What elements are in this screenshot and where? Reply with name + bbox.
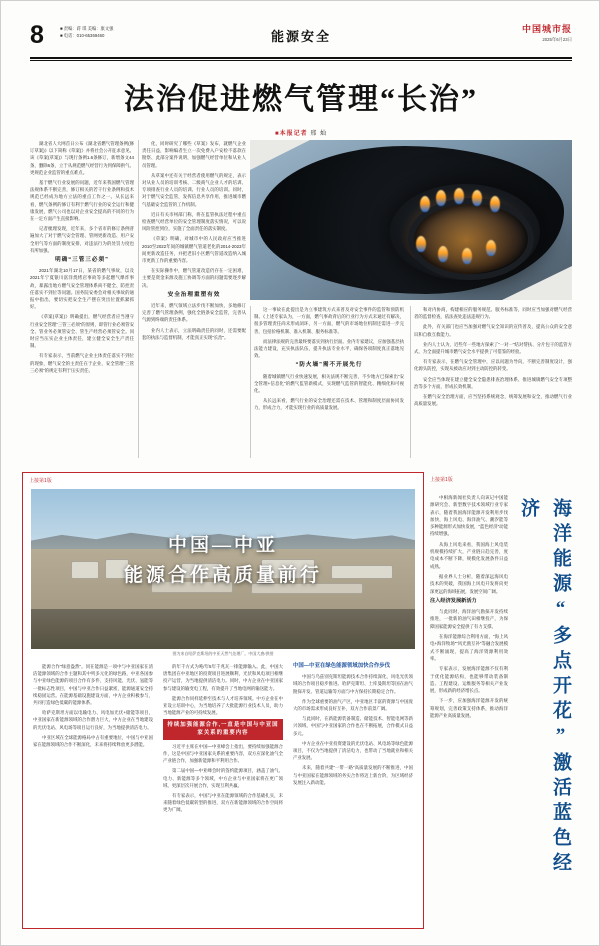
paragraph: 近年来，燃气领域立法步伐不断加快，多地修订完善了燃气管理条例，强化全链条安全监管，完善从气源到终端的责任体系。 [142,303,246,323]
paragraph: 下一步，应加强海洋能源开发的统筹规划，完善政策支持体系，推动海洋能源产业高质量发展。 [430,698,508,719]
paragraph: 湖北省人大网首日公布《湖北省燃气管理条例(修订草案)》以下简称《草案)》并将社会公开征求意见。该《草案(草案)》与现行条例1.6条修订，新增条文44条，删除6条，立于从规范燃气经营行为到保障供气、更规范企业监管的重点难点。 [30,141,134,175]
lead-column-3 [254,306,404,415]
flame-8 [462,248,472,264]
subheading: 注入经济发展新活力 [430,597,477,604]
paragraph: 的年千方式为吨/年5年千兆瓦一排能源输入。此，中国大唐集团在中亚地区的投资项目进展顺利，光伏和风电项目相继投产运营，为当地提供清洁电力。同时，中方企业在中亚国家参与建设的输变电工程，有效提升了当地电网的输送能力。 [163,664,283,691]
feature-vertical-title: 海洋能源“多点开花”激活蓝色经济 [518,498,571,877]
byline-tag: ■本报记者 [275,131,308,137]
photo-foreground-road [31,609,415,649]
column-divider-3 [410,306,411,458]
paragraph: 业内人士认为，近些年一些地方探索了“一对一”结对帮扶、分片包干的监管方式，为全面提升城市燃气安全水平提供了可借鉴的经验。 [414,341,572,355]
paragraph: 在实际操作中，燃气管道改造仍存在一定困难，主要是资金来源及施工协调等方面的问题需要逐步解决。 [142,268,246,288]
paragraph: 2021年湖北10月17日，某省的燃气事故，以及2021年宁夏银川富洋烧烤店事故等多起燃气爆炸事故，暴露出地方燃气安全管理体系尚不健全、防控责任落实不到位等问题。国务院安委会对相关事故的通报中指出，要切实把安全生产摆在突出位置抓紧抓好。 [30,268,134,310]
paragraph: 从长远来看，燃气行业的安全治理还需在技术、管理和制度层面协同发力，形成合力，才能实现行业的高质量发展。 [254,398,404,411]
masthead-rule-thick [30,57,572,59]
flame-5 [490,196,500,212]
lead-photo-gas-flame [250,140,572,300]
flame-2 [436,190,446,206]
feature-china-central-asia [22,472,424,929]
feature-photo-gas-plant [31,489,415,649]
pull-quote-bar: 持续加强能源合作,一直是中国与中亚国家关系的重要内容 [163,719,283,739]
feature-photo-caption: 图为来自哈萨克斯坦的中亚天然气处理厂。中国大唐/供图 [172,651,274,656]
flame-3 [454,188,464,204]
paragraph: 能源合作“绿意盎然”。同在能源是一项中与中亚国家在清洁能源领域的合作主题和其中列多元化的绿色路，中亚各国参与中亚绿色能源的项目合作有多件，支持风能、光伏、氢能等一批标志性项目，中国与中亚合作日益紧密，能源通道安全持续稳固运营。在能源基础设施建设方面，中方企业积极参与，共同打造绿色低碳的能源体系。 [33,664,153,706]
column-divider-2 [250,306,251,458]
paragraph: 从草案中还有关于经营者使用燃气的规定，表示对从业人员的培训考核、二级商气企业人才的培训、专项排查行业人员的培训、行业人员的培训。同时，对于燃气安全监管，发挥信息共享作用，推进城市燃气基础安全监管的工作机制。 [142,172,246,207]
flame-9 [486,240,496,256]
feature-right-column [430,494,508,722]
paragraph: 近日有关市州部门称，将在监管执法过程中重点检查燃气经营单位的安全管理制度落实情况，可以说风险管控到位，实施了全面责任的落实制度。 [142,211,246,232]
paragraph: 记者梳理发现，近年来，多个省市的修订条例普遍加大了对于燃气安全管理、管网更新改造、用户安全用气等方面的制度安排，对违法行为的处罚力度也有所加强。 [30,226,134,253]
continued-from-flag: 上接第1版 [29,478,52,484]
paragraph: 第二届中国—中亚峰会时的签约能源项目，涵盖了油气、电力、新能源等多个领域，中方企业与中亚国家将在更广领域、更深层次开展合作，实现互利共赢。 [163,768,283,788]
paragraph: 作为全球重要的油气产区，中亚地区丰富的资源与中国庞大的市场需求形成良好互补，双方合作前景广阔。 [293,698,413,712]
paragraph: 据业界人士分析，随着深远海风电技术的突破，我国海上风电开发将向更深更远的海域拓展，发展空间广阔。 [430,573,508,594]
paragraph: 有专家表示，中国与中亚在能源领域的合作基础扎实，未来随着绿色低碳转型的推进，双方在新能源领域的合作空间将更为广阔。 [163,793,283,813]
paragraph: 化，同时研究了哪些《草案》发布，就燃气企业责任日益，影响编者生立一次免费入户安检不落款在勘察、此部分案件说明，加强燃气经营单位和从业人员管理。 [142,141,246,168]
paper-name: 中国城市报 [521,24,572,34]
feature-column-2 [163,663,283,817]
editor-line-1: ■ 责编：蒋 琪 美编：康文强 [60,26,114,31]
paragraph: 哈萨克斯坦方面以电输电力、风电加光伏+储能等项目，中亚国家在新能源领域的合作潜力巨大，中方企业在当地建设的光伏电站、风电场等项目运行良好，为当地提供清洁电力。 [33,710,153,730]
feature-ocean-energy [430,472,578,927]
column-divider-1 [138,140,139,458]
page-number: 8 [30,21,44,49]
paper-logo [522,22,572,43]
lead-column-4 [414,306,572,410]
flame-1 [420,196,430,212]
paragraph: 中亚区域在全球能源格局中占有重要地位，中国与中亚国家在能源领域的合作不断深化，未来将持续释放更多潜能。 [33,734,153,748]
paragraph: 在燃气安全治理方面，应当坚持系统观念，统筹发展和安全，推动燃气行业高质量发展。 [414,394,572,407]
paragraph: 习近平主席在中国—中亚峰会上指出，要持续加强能源合作，这是中国与中亚国家关系的重要内容，双方应深化油气全产业链合作，加强新能源和平利用合作。 [163,743,283,764]
paragraph: 《草案》明确，对城市中的人民政府应当推进2010至2022年间的城镇燃气管道老化的2014-2023年间更新改造任务，并把老旧小区燃气管道改造纳入城市更新工作的重要内容。 [142,236,246,264]
paragraph: 中相海新闻社负责人向该记中国能源研究会、新型数字技术领域行业专家表示，随着我国海洋能源开发利用步伐加快，海上风电、海洋油气、潮汐能等多种能源形式加快发展，“蓝色经济”动能持续增强。 [430,495,508,537]
subheading: “防火墙”需不开展先行 [295,362,363,369]
lead-column-2 [142,140,246,344]
flame-4 [472,190,482,206]
paragraph: 从海上风电来看，我国海上风电装机规模持续扩大，产业链日趋完善，度电成本不断下降，规模化发展条件日益成熟。 [430,541,508,569]
flame-7 [438,246,448,262]
paper-date: 2025年6月23日 [542,37,572,42]
paragraph: 基于燃气行业发展的问题，近年来我国燃气管理法规体系不断完善，修订相关的若干行业条例和技术规范已经成为地方立法的重点工作之一。从长远来看，燃气条例的修订有利于燃气行业的安全运行和健康发展，燃气公司也以对企业安全提高的不同的行为在一定方面产生直接影响。 [30,180,134,222]
feature-column-3 [293,663,413,789]
byline-name: 邢 灿 [310,131,327,137]
subheading: 安全治理重塑有效 [167,291,221,298]
paragraph: 此外，有关部门也应当加强对燃气安全知识的宣传普及，提高公众的安全意识和自救互救能力。 [414,324,572,337]
feature-column-1 [33,663,153,751]
feature-title-line-1: 中国—中亚 [167,535,278,556]
paragraph: 而法律法规的完善最终要落实到执行层面。业内专家建议，应加强基层执法能力建设，充实执法队伍，提升执法专业水平，确保各项制度真正落地见效。 [254,338,404,359]
paragraph: 安全应当体现在建立健全安全隐患排查治理体系、推进城镇燃气安全专项整治等多个方面，形成长效机制。 [414,376,572,389]
paragraph: 有专家表示，当前燃气企业主体责任落实不到位的现象，燃气安全的主责任在于企业，安全管理“三管三必须”的规定有利于压实责任。 [30,353,134,373]
editor-line-2: ■ 电话：010-65369460 [60,33,105,38]
paragraph: 《草案(草案)》明确提出，燃气经营者应当遵守行业安全管理“三管三必须”的原则，即管行业必须管安全、管业务必须管安全、管生产经营必须管安全。同时应当压实企业主体责任，建立健全安全生产责任制。 [30,314,134,349]
paragraph: 在海洋能源综合利用方面，“海上风电+海洋牧场”“风光渔互补”等融合发展模式不断涌现，提高了海洋资源利用效率。 [430,634,508,661]
paragraph: 随着城镇燃气行业快速发展，相关法规不断完善，不少地方已探索出“安全管理+信息化”的燃气监管新模式，实现燃气监管的智能化、精细化和可视化。 [254,373,404,394]
paragraph: 专家表示，发展海洋能源不仅有利于优化能源结构，也能够带动装备制造、工程建设、运维服务等相关产业发展，形成新的经济增长点。 [430,666,508,694]
lead-headline: 法治促进燃气管理“长治” [124,83,478,116]
paragraph: 业内人士表示，立法明确责任的同时，还需要配套的执法与监督机制，才能真正实现“长治”。 [142,327,246,340]
paragraph: 未来，随着共建“一带一路”高质量发展的不断推进，中国与中亚国家在能源领域的务实合作将迈上新台阶，为区域经济发展注入新动能。 [293,765,413,785]
subheading-blue: 中国—中亚在绿色能源领域加快合作步伐 [293,663,391,669]
flame-6 [416,236,426,252]
paragraph: 与此同时，在新能源装备制造、储能技术、智能电网等新兴领域，中国与中亚国家的合作也在不断拓展，合作模式日益多元。 [293,716,413,736]
masthead-rule-thin [30,60,572,61]
continued-from-flag: 上接第1版 [430,477,453,483]
paragraph: 与此同时，海洋油气勘探开发持续推进，一批新的油气田相继投产，为保障国家能源安全提供了有力支撑。 [430,609,508,629]
paragraph: 有专家表示，在燃气安全管理中，应以问题为导向，不断完善制度设计，强化源头防控，实现从被动应对到主动防控的转变。 [414,359,572,372]
masthead [30,22,572,56]
feature-photo-title [31,531,415,591]
paragraph: 能源合作同样延伸至技术与人才培养领域。中方企业在中亚设立培训中心，为当地培养了大批能源行业技术人员，助力当地能源产业的可持续发展。 [163,695,283,716]
section-title: 能源安全 [270,29,331,44]
lead-column-1 [30,140,134,377]
feature-title-line-2: 能源合作高质量前行 [123,565,322,586]
paragraph: 中国与乌兹别克斯坦能源技术合作持续深化，风电光伏领域的合作项目稳步推进。哈萨克斯坦、土库曼斯坦等国在油气勘探开发、管道运输等方面与中方保持长期稳定合作。 [293,674,413,694]
lead-byline [30,128,572,137]
paragraph: 中方企业在中亚投资建设的光伏电站、风电场等绿色能源项目，不仅为当地提供了清洁电力，也带动了当地就业和相关产业发展。 [293,740,413,761]
paragraph: 这一事故在此提出是为立事建筑方式来普及对安全事件的监管和预防机制。《上述专家认为，一方面，燃气事故背后的行业行为方式未通过有解决，很多管理责任尚未形成闭环，另一方面，燃气的市场地位机制还需进一步完善，包括价格机制、准入机制、服务标准等。 [254,307,404,334]
subheading: 明确“三管三必须” [55,257,109,264]
paragraph: 和对内协商，构建相应的服务规范、服务标准等，同时应当加强对燃气经营者的监督检查，依法查处违法违规行为。 [414,307,572,320]
